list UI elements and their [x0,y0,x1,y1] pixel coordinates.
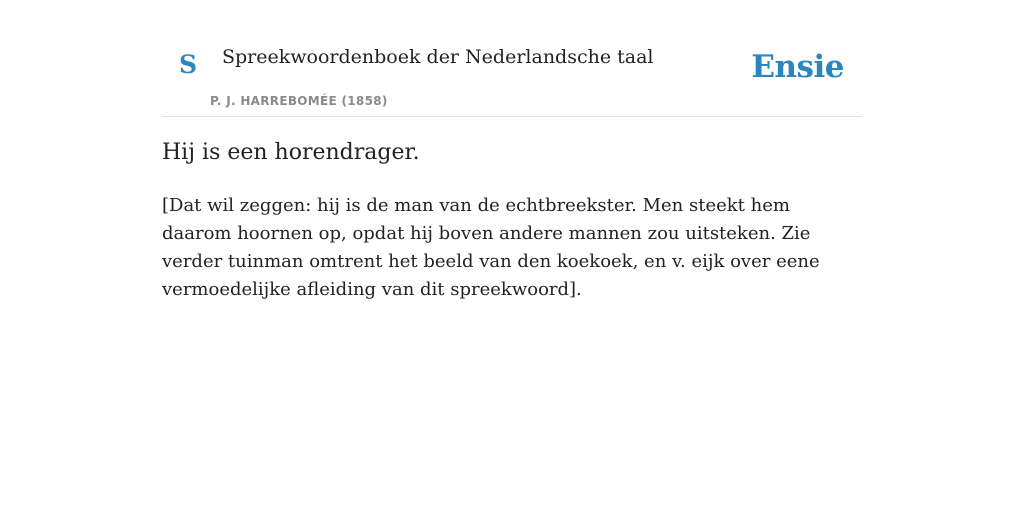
ensie-logo-link[interactable]: Ensie [751,49,844,85]
book-header [162,0,862,117]
book-title-link[interactable]: Spreekwoordenboek der Nederlandsche taal [222,46,654,68]
entry-body: [Dat wil zeggen: hij is de man van de echtbreekster. Men steekt hem daarom hoornen op, opdat hij boven andere mannen zou uitsteken. Zie verder tuinman omtrent het beeld van den koekoek, en v. eijk over eene vermoedelijke afleiding van dit spreekwoord]. [162,195,820,300]
book-author: P. J. HARREBOMÉE (1858) [210,94,388,108]
entry-title: Hij is een horendrager. [162,140,420,165]
book-letter-icon: S [179,50,198,79]
